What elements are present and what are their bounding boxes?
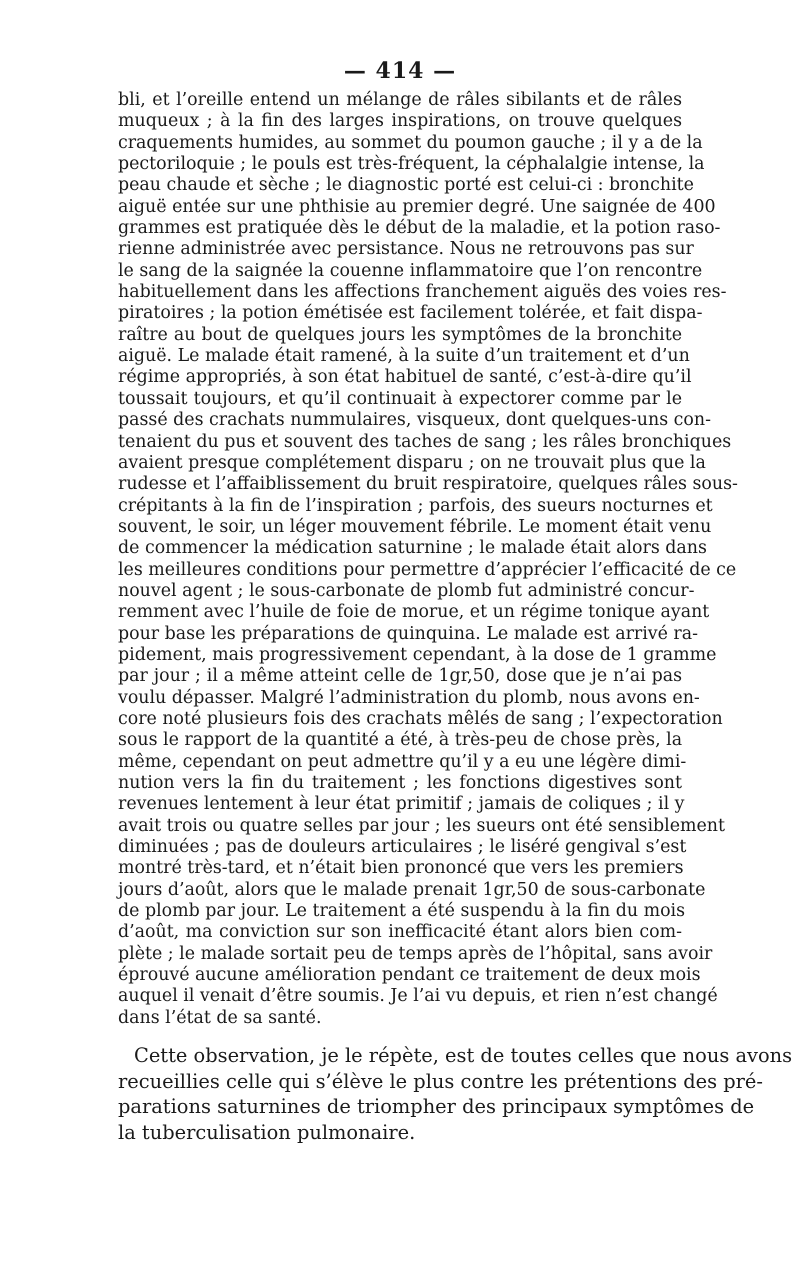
text-line: passé des crachats nummulaires, visqueux, dont quelques-uns con- [118,410,711,431]
text-line: le sang de la saignée la couenne inflammatoire que l’on rencontre [118,260,703,281]
text-line: revenues lentement à leur état primitif ; jamais de coliques ; il y [118,794,685,815]
text-line: régime appropriés, à son état habituel de santé, c’est-à-dire qu’il [118,367,692,388]
text-line: souvent, le soir, un léger mouvement fébrile. Le moment était venu [118,516,712,537]
text-line: rudesse et l’affaiblissement du bruit respiratoire, quelques râles sous- [118,474,738,495]
text-line: de commencer la médication saturnine ; le malade était alors dans [118,538,707,559]
text-line: piratoires ; la potion émétisée est facilement tolérée, et fait dispa- [118,303,703,324]
text-line: aiguë entée sur une phthisie au premier degré. Une saignée de 400 [118,196,716,217]
text-line: aiguë. Le malade était ramené, à la suite d’un traitement et d’un [118,346,690,367]
text-line: jours d’août, alors que le malade prenait 1gr,50 de sous-carbonate [118,879,706,900]
text-line: recueillies celle qui s’élève le plus contre les prétentions des pré- [118,1069,763,1093]
text-line: grammes est pratiquée dès le début de la maladie, et la potion raso- [118,218,721,239]
text-line: par jour ; il a même atteint celle de 1gr,50, dose que je n’ai pas [118,666,682,687]
text-line: avait trois ou quatre selles par jour ; les sueurs ont été sensiblement [118,815,725,836]
text-line: auquel il venait d’être soumis. Je l’ai vu depuis, et rien n’est changé [118,986,718,1007]
paragraph-observation [118,90,738,1029]
text-line: remment avec l’huile de foie de morue, et un régime tonique ayant [118,602,710,623]
text-line: peau chaude et sèche ; le diagnostic porté est celui-ci : bronchite [118,175,694,196]
text-line: pidement, mais progressivement cependant, à la dose de 1 gramme [118,644,717,665]
text-line: pectoriloquie ; le pouls est très-fréquent, la céphalalgie intense, la [118,154,705,175]
text-line: crépitants à la fin de l’inspiration ; parfois, des sueurs nocturnes et [118,495,713,516]
paragraph-conclusion [118,1043,793,1145]
text-line: nution vers la fin du traitement ; les fonctions digestives sont [118,773,682,793]
text-line: craquements humides, au sommet du poumon gauche ; il y a de la [118,132,703,153]
text-line: pour base les préparations de quinquina. Le malade est arrivé ra- [118,623,698,644]
page-number: — 414 — [343,58,457,84]
text-line: habituellement dans les affections franchement aiguës des voies res- [118,282,727,303]
text-line: éprouvé aucune amélioration pendant ce traitement de deux mois [118,965,701,986]
text-line: les meilleures conditions pour permettre d’apprécier l’efficacité de ce [118,559,737,580]
text-line: rienne administrée avec persistance. Nous ne retrouvons pas sur [118,239,694,260]
text-line: muqueux ; à la fin des larges inspirations, on trouve quelques [118,111,682,132]
text-line: tenaient du pus et souvent des taches de sang ; les râles bronchiques [118,431,732,452]
text-line: avaient presque complétement disparu ; on ne trouvait plus que la [118,452,706,473]
text-line: toussait toujours, et qu’il continuait à expectorer comme par le [118,388,682,409]
text-line: la tuberculisation pulmonaire. [118,1120,416,1144]
text-line: dans l’état de sa santé. [118,1007,322,1028]
text-line: raître au bout de quelques jours les symptômes de la bronchite [118,324,682,345]
text-line: Cette observation, je le répète, est de toutes celles que nous avons [134,1044,793,1067]
text-line: parations saturnines de triompher des principaux symptômes de [118,1095,755,1118]
text-line: bli, et l’oreille entend un mélange de râles sibilants et de râles [118,90,682,110]
text-line: nouvel agent ; le sous-carbonate de plomb fut administré concur- [118,580,695,601]
text-line: de plomb par jour. Le traitement a été suspendu à la fin du mois [118,901,686,922]
text-line: core noté plusieurs fois des crachats mêlés de sang ; l’expectoration [118,708,723,729]
text-line: voulu dépasser. Malgré l’administration du plomb, nous avons en- [118,687,700,708]
text-line: sous le rapport de la quantité a été, à très-peu de chose près, la [118,730,683,751]
text-line: montré très-tard, et n’était bien prononcé que vers les premiers [118,858,684,879]
text-line: d’août, ma conviction sur son inefficacité étant alors bien com- [118,922,682,943]
text-line: plète ; le malade sortait peu de temps après de l’hôpital, sans avoir [118,943,713,964]
text-line: diminuées ; pas de douleurs articulaires ; le liséré gengival s’est [118,837,687,858]
text-line: même, cependant on peut admettre qu’il y a eu une légère dimi- [118,751,687,772]
